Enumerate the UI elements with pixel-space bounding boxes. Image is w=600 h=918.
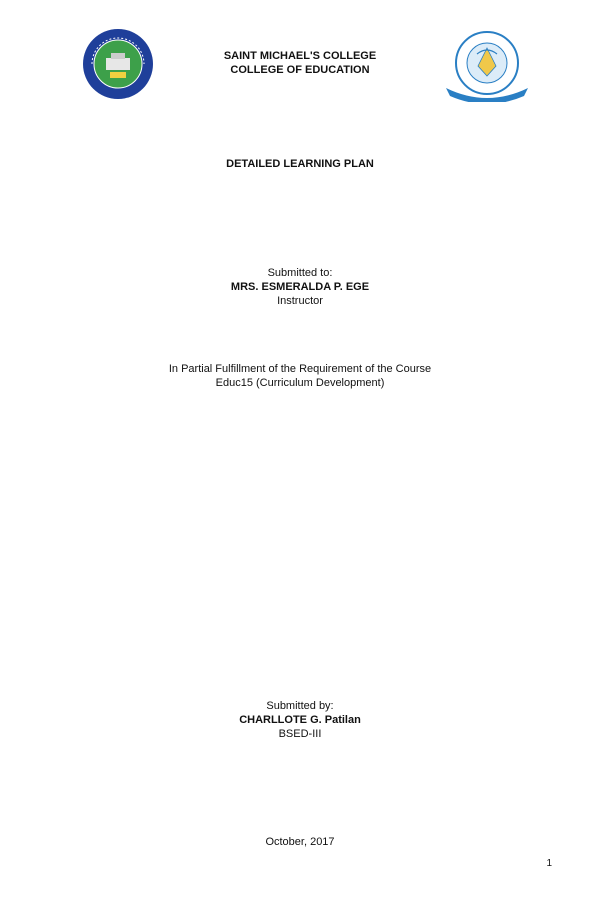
student-name: CHARLLOTE G. Patilan	[239, 714, 361, 726]
fulfillment-line-2: Educ15 (Curriculum Development)	[215, 377, 385, 389]
fulfillment-line-1: In Partial Fulfillment of the Requirement of the Course	[168, 363, 432, 375]
student-program: BSED-III	[278, 728, 322, 740]
instructor-name: MRS. ESMERALDA P. EGE	[230, 281, 370, 293]
department-name: COLLEGE OF EDUCATION	[230, 64, 370, 76]
instructor-role: Instructor	[277, 295, 323, 307]
document-title: DETAILED LEARNING PLAN	[226, 158, 374, 170]
college-name: SAINT MICHAEL'S COLLEGE	[223, 50, 377, 62]
submitted-to-label: Submitted to:	[267, 267, 333, 279]
document-date: October, 2017	[265, 836, 335, 848]
submitted-by-label: Submitted by:	[266, 700, 334, 712]
page-number: 1	[546, 858, 552, 869]
